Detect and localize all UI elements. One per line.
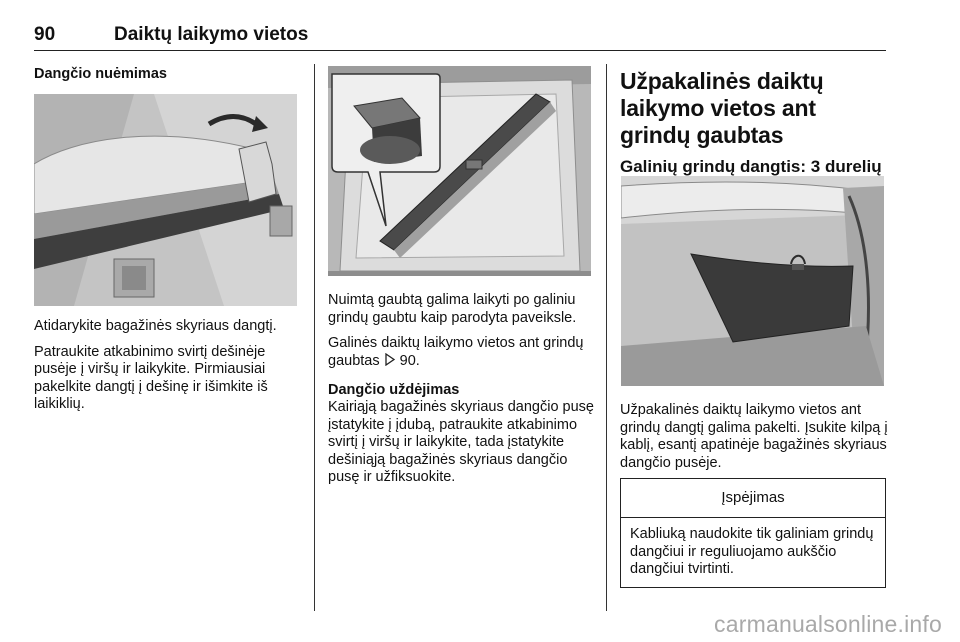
chapter-title: Daiktų laikymo vietos [114,24,309,45]
column-divider-right [606,64,607,611]
page-number: 90 [34,24,56,45]
reference-page: 90. [399,352,420,369]
left-column-text [34,318,304,422]
reference-text: Galinės daiktų laikymo vietos ant grindų gaubtas [328,335,584,369]
left-column [34,66,300,83]
warning-title: Įspėjimas [621,479,885,518]
page-header [34,22,886,51]
section-heading-removal: Dangčio nuėmimas [34,66,167,82]
page-reference-arrow-icon [384,353,396,369]
right-column-text [620,402,890,480]
rear-floor-cover-illustration [621,176,884,386]
section-title: Užpakalinės daiktų laikymo vietos ant grindų gaubtas [620,68,824,148]
middle-column-text [328,292,598,495]
warning-box [620,478,886,588]
section-subtitle: Galinių grindų dangtis: 3 durelių [620,157,882,176]
watermark: carmanualsonline.info [714,611,942,637]
paragraph-open-cover: Atidarykite bagažinės skyriaus dangtį. [34,318,277,334]
paragraph-reference [328,335,598,370]
paragraph-install-cover: Kairiąją bagažinės skyriaus dangčio pusę įstatykite į įdubą, patraukite atkabinimo svirtį į viršų ir laikykite, tada įstatykite dešiniąją bagažinės skyriaus dangčio pusę ir užfiksuokite. [328,399,594,485]
trunk-cover-removal-illustration [34,94,297,306]
warning-text: Kabliuką naudokite tik galiniam grindų dangčiui ir reguliuojamo aukščio dangčiui tvirtinti. [630,526,874,577]
paragraph-floor-cover: Užpakalinės daiktų laikymo vietos ant grindų dangtį galima pakelti. Įsukite kilpą į kablį, esantį apatinėje bagažinės skyriaus dangčio pusėje. [620,402,888,471]
paragraph-store-cover: Nuimtą gaubtą galima laikyti po galiniu grindų gaubtu kaip parodyta paveiksle. [328,292,577,326]
column-divider-left [314,64,315,611]
stowed-cover-under-floor-illustration [328,66,591,276]
section-heading-installation: Dangčio uždėjimas [328,382,460,398]
paragraph-release-lever: Patraukite atkabinimo svirtį dešinėje pusėje į viršų ir laikykite. Pirmiausiai pakelkite dangtį į dešinę ir išimkite iš laikiklių. [34,343,268,412]
